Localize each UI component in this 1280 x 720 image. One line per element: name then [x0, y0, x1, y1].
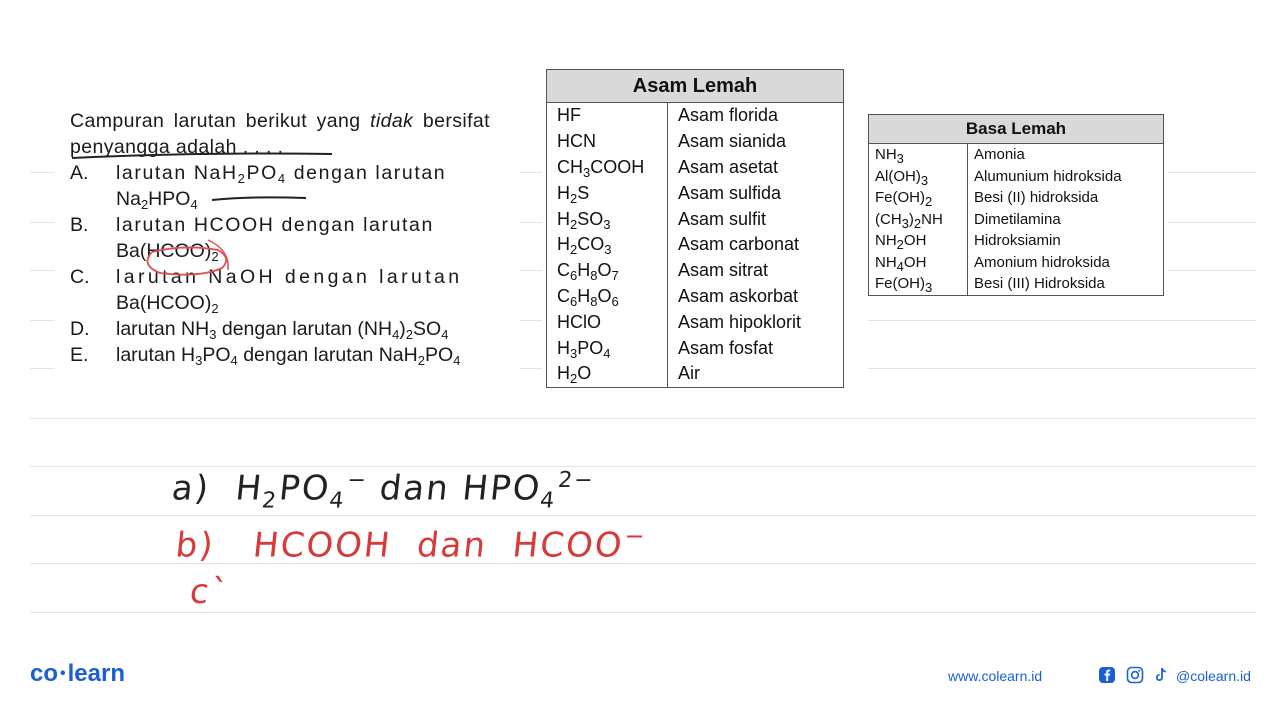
table-row: $C_6H_8O_6$ Asam askorbat	[547, 284, 844, 310]
table-row: $H_2O$ Air	[547, 361, 844, 387]
ruled-line	[520, 222, 542, 223]
ruled-line	[1168, 320, 1256, 321]
ruled-line	[1168, 172, 1256, 173]
table-row: $H_2S$ Asam sulfida	[547, 180, 844, 206]
option-c-cont: $Ba(HCOO)_2$	[116, 292, 219, 316]
table-row: $NH_4OH$ Amonium hidroksida	[869, 252, 1164, 274]
website-link[interactable]: www.colearn.id	[948, 668, 1043, 684]
weak-base-table-title: Basa Lemah	[869, 115, 1164, 144]
option-a-cont: $Na_2HPO_4$	[116, 188, 198, 212]
option-d: D. larutan $NH_3$ dengan larutan $(NH_4)_2SO_4$	[70, 318, 449, 342]
tiktok-icon[interactable]	[1152, 666, 1170, 684]
table-row: $CH_3COOH$ Asam asetat	[547, 155, 844, 181]
ruled-line	[1168, 270, 1256, 271]
ruled-line	[30, 515, 1256, 516]
ruled-line	[520, 270, 542, 271]
ruled-line	[30, 612, 1256, 613]
weak-acid-table-title: Asam Lemah	[547, 70, 844, 103]
table-row: $H_3PO_4$ Asam fosfat	[547, 335, 844, 361]
ruled-line	[520, 172, 542, 173]
ruled-line	[30, 418, 1256, 419]
ruled-line	[520, 368, 542, 369]
weak-base-table	[868, 114, 1164, 296]
option-e: E. larutan $H_3PO_4$ dengan larutan $NaH_2PO_4$	[70, 344, 461, 368]
social-handle[interactable]: @colearn.id	[1176, 668, 1251, 684]
option-b-cont: $Ba(HCOO)_2$	[116, 240, 219, 264]
table-row: HCN Asam sianida	[547, 129, 844, 155]
ruled-line	[30, 466, 1256, 467]
colearn-logo[interactable]: co •learn	[30, 660, 125, 687]
table-row: $NH_2OH$ Hidroksiamin	[869, 230, 1164, 252]
handwritten-answer-c: c`	[187, 572, 232, 612]
table-row: $Fe(OH)_3$ Besi (III) Hidroksida	[869, 273, 1164, 295]
table-row: $Fe(OH)_2$ Besi (II) hidroksida	[869, 187, 1164, 209]
underline-stroke	[212, 197, 306, 200]
facebook-icon[interactable]	[1098, 666, 1116, 684]
circle-annotation	[148, 247, 227, 274]
ruled-line	[868, 368, 1256, 369]
option-b: B. larutan HCOOH dengan larutan	[70, 214, 434, 236]
pen-annotations	[0, 100, 520, 400]
table-row: $C_6H_8O_7$ Asam sitrat	[547, 258, 844, 284]
table-row: $(CH_3)_2NH$ Dimetilamina	[869, 209, 1164, 231]
ruled-line	[1168, 222, 1256, 223]
weak-acid-table	[546, 69, 844, 388]
table-row: $NH_3$ Amonia	[869, 144, 1164, 166]
ruled-line	[520, 320, 542, 321]
table-row: $H_2CO_3$ Asam carbonat	[547, 232, 844, 258]
table-row: HClO Asam hipoklorit	[547, 309, 844, 335]
instagram-icon[interactable]	[1126, 666, 1144, 684]
option-c: C. larutan NaOH dengan larutan	[70, 266, 463, 288]
table-row: $Al(OH)_3$ Alumunium hidroksida	[869, 166, 1164, 188]
underline-stroke	[72, 154, 332, 159]
table-row: $H_2SO_3$ Asam sulfit	[547, 206, 844, 232]
question-stem: Campuran larutan berikut yang tidak bersifat penyangga adalah . . . .	[70, 110, 490, 158]
handwritten-answer-b: b) HCOOH dan HCOO−	[173, 522, 649, 566]
option-a: A. larutan $NaH_2PO_4$ dengan larutan	[70, 162, 447, 186]
handwritten-answer-a: a) $H_2PO_4^-$ dan $HPO_4^{2-}$	[169, 468, 596, 514]
table-row: HF Asam florida	[547, 103, 844, 129]
ruled-line	[868, 320, 1168, 321]
